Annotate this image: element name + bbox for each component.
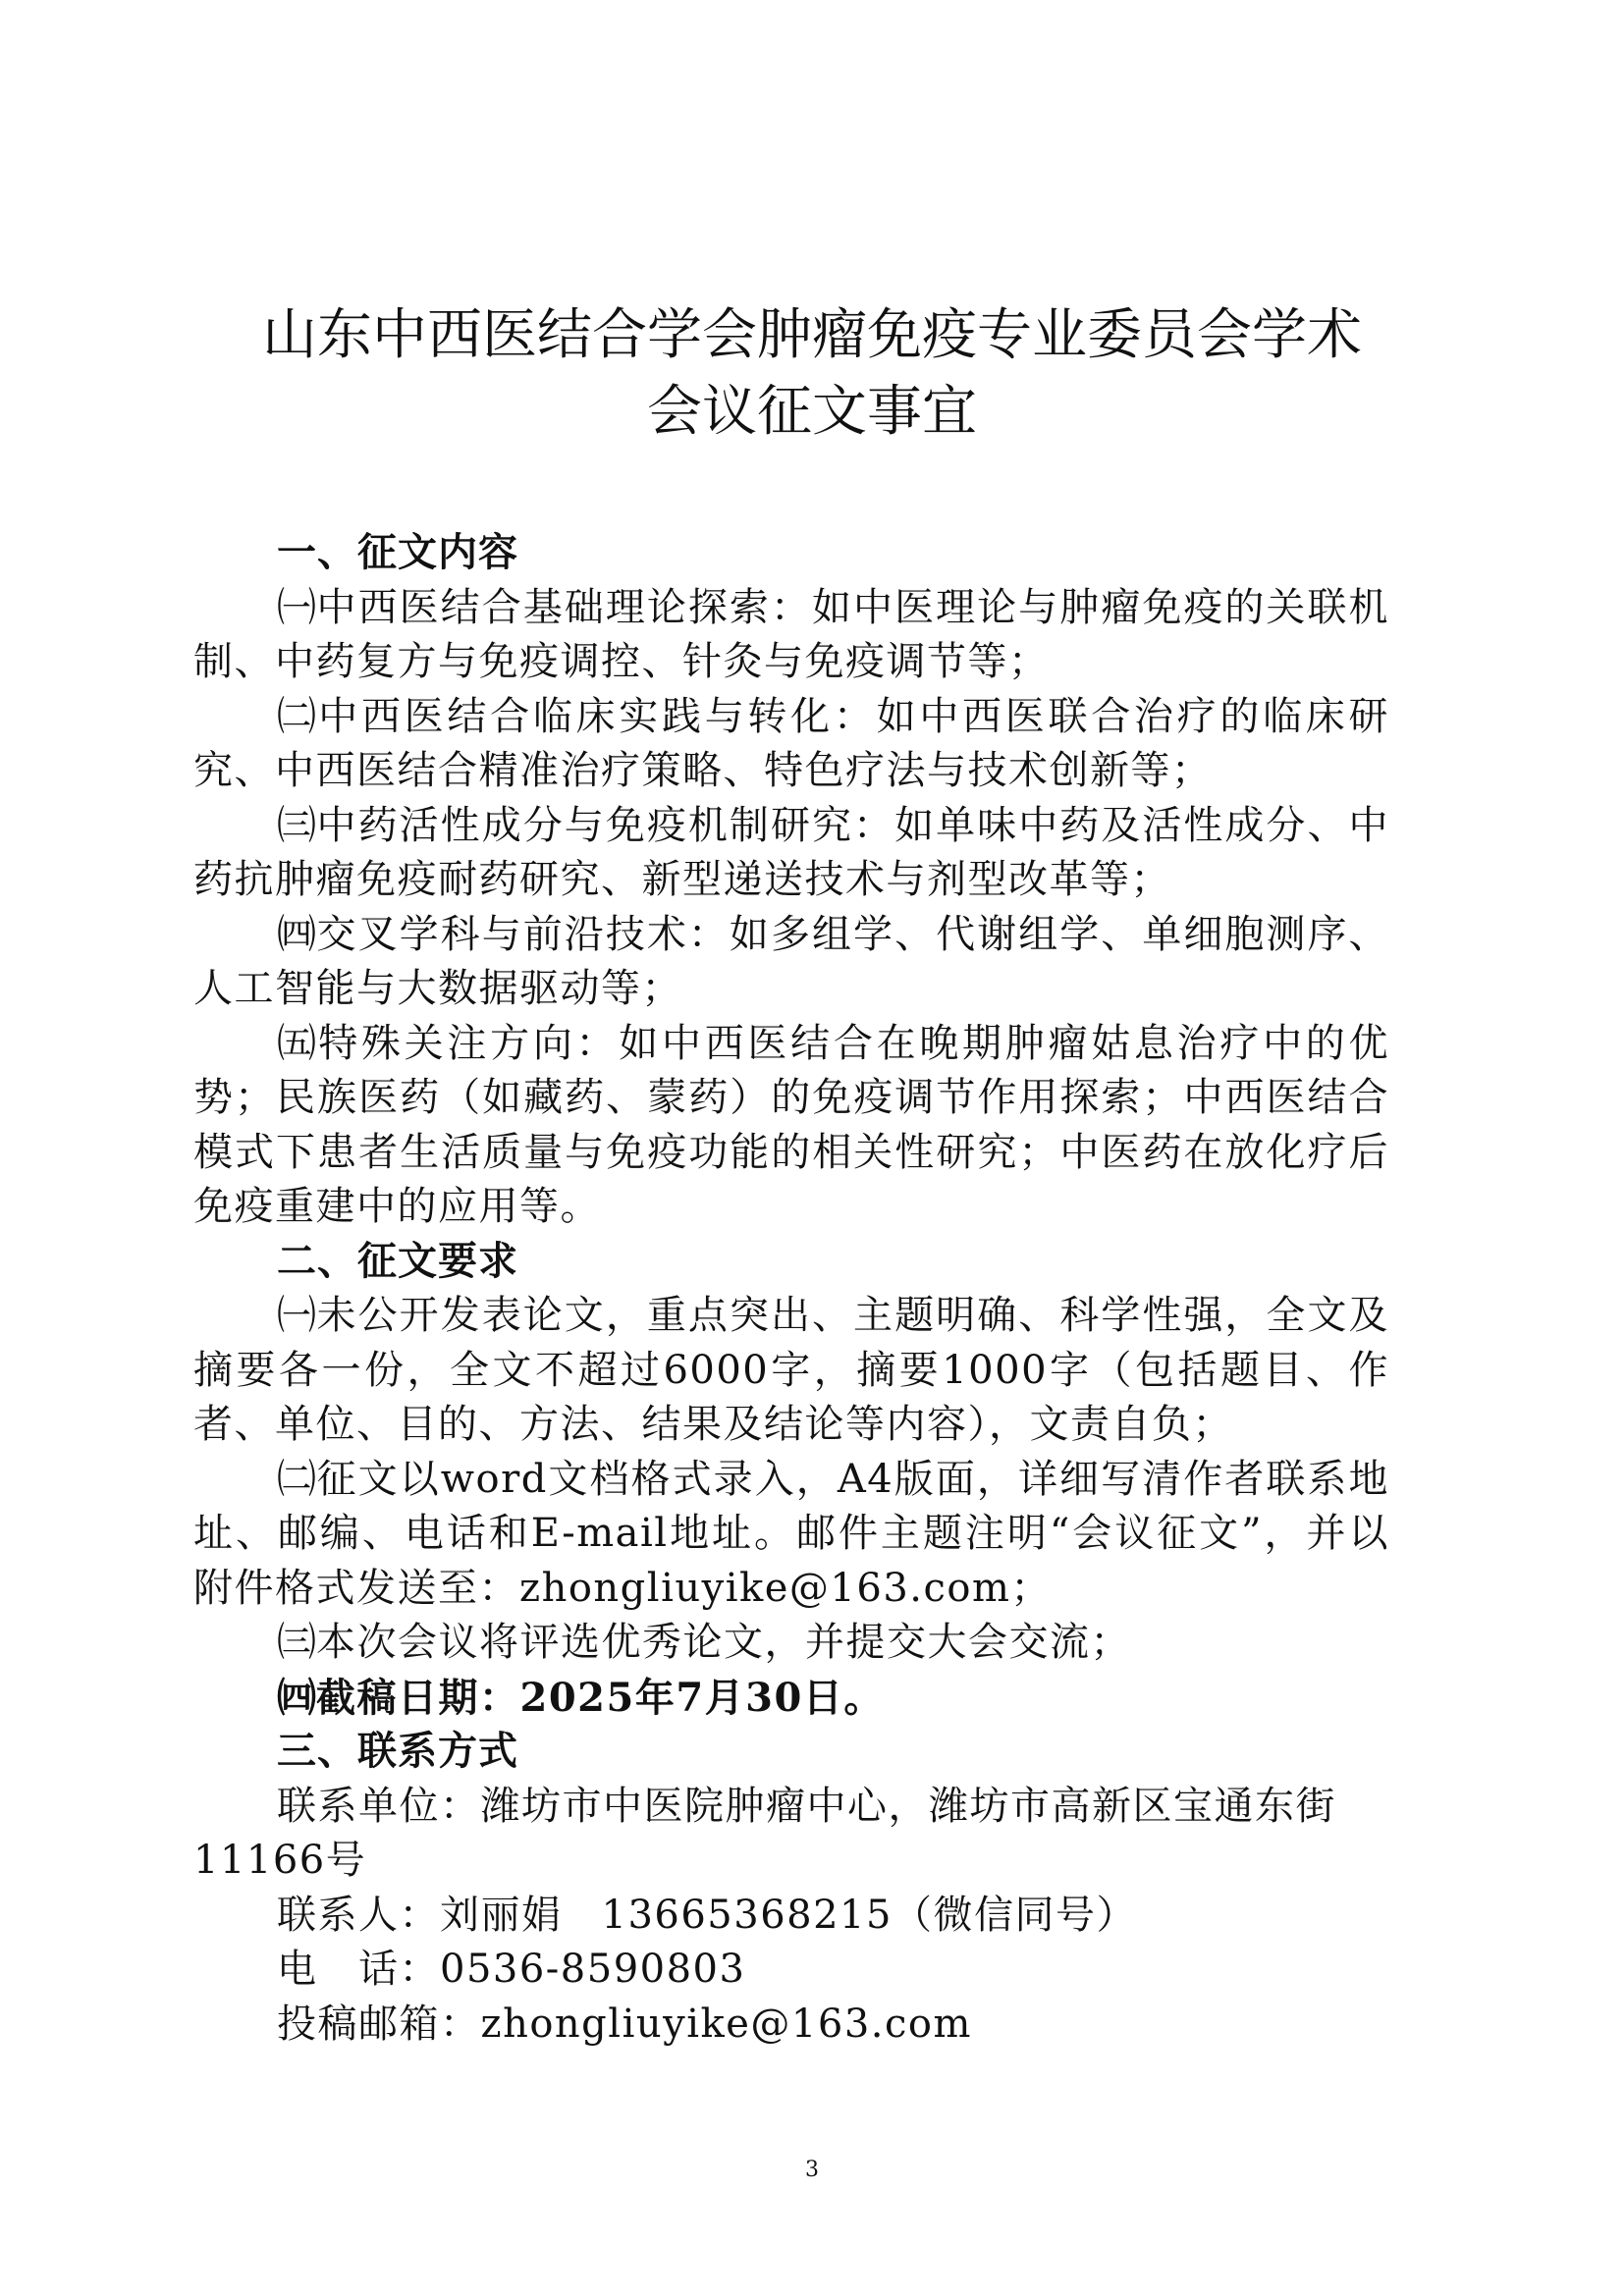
content-item-5 bbox=[193, 1017, 1389, 1235]
contact-phone: 电 话：0536-8590803 bbox=[277, 1947, 746, 1992]
title-line-2: 会议征文事宜 bbox=[647, 380, 977, 444]
item-number: ㈣ bbox=[277, 1674, 316, 1721]
requirement-item-2 bbox=[193, 1453, 1389, 1617]
section-heading-content: 一、征文内容 bbox=[277, 530, 518, 575]
item-text: 中西医结合临床实践与转化：如中西医联合治疗的临床研究、中西医结合精准治疗策略、特色疗法与技术创新等； bbox=[193, 693, 1390, 793]
item-text: 本次会议将评选优秀论文，并提交大会交流； bbox=[316, 1620, 1131, 1665]
item-text: 中西医结合基础理论探索：如中医理论与肿瘤免疫的关联机制、中药复方与免疫调控、针灸与免疫调节等； bbox=[193, 584, 1390, 684]
document-body bbox=[193, 526, 1389, 2052]
section-heading-requirements: 二、征文要求 bbox=[277, 1238, 518, 1284]
page-number: 3 bbox=[805, 2158, 819, 2182]
item-text: 截稿日期：2025年7月30日。 bbox=[316, 1674, 885, 1721]
contact-person-label: 联系人：刘丽娟 bbox=[277, 1892, 563, 1938]
contact-email: 投稿邮箱：zhongliuyike@163.com bbox=[277, 2001, 972, 2047]
requirement-item-3 bbox=[193, 1616, 1389, 1671]
content-item-1 bbox=[193, 581, 1389, 690]
item-text: 特殊关注方向：如中西医结合在晚期肿瘤姑息治疗中的优势；民族医药（如藏药、蒙药）的免疫调节作用探索；中西医结合模式下患者生活质量与免疫功能的相关性研究；中医药在放化疗后免疫重建中的应用等。 bbox=[193, 1020, 1390, 1229]
item-number: ㈡ bbox=[277, 1456, 317, 1502]
item-number: ㈡ bbox=[277, 693, 319, 739]
content-item-2 bbox=[193, 690, 1389, 799]
requirement-item-1 bbox=[193, 1289, 1389, 1453]
item-number: ㈠ bbox=[277, 584, 317, 630]
item-text: 交叉学科与前沿技术：如多组学、代谢组学、单细胞测序、人工智能与大数据驱动等； bbox=[193, 911, 1390, 1011]
item-number: ㈠ bbox=[277, 1293, 317, 1338]
item-text: 中药活性成分与免疫机制研究：如单味中药及活性成分、中药抗肿瘤免疫耐药研究、新型递送技术与剂型改革等； bbox=[193, 802, 1390, 902]
content-item-3 bbox=[193, 799, 1389, 908]
item-number: ㈢ bbox=[277, 802, 317, 848]
item-number: ㈢ bbox=[277, 1620, 316, 1665]
item-number: ㈣ bbox=[277, 911, 317, 957]
contact-unit: 联系单位：潍坊市中医院肿瘤中心，潍坊市高新区宝通东街11166号 bbox=[193, 1783, 1336, 1883]
requirement-item-deadline bbox=[193, 1671, 1389, 1726]
section-heading-contact: 三、联系方式 bbox=[277, 1729, 518, 1774]
item-text: 未公开发表论文，重点突出、主题明确、科学性强，全文及摘要各一份，全文不超过6000字，摘要1000字（包括题目、作者、单位、目的、方法、结果及结论等内容），文责自负； bbox=[193, 1293, 1390, 1447]
content-item-4 bbox=[193, 908, 1389, 1017]
item-text: 征文以word文档格式录入，A4版面，详细写清作者联系地址、邮编、电话和E-mail地址。邮件主题注明“会议征文”，并以附件格式发送至：zhongliuyike@163.com； bbox=[193, 1456, 1390, 1611]
contact-person bbox=[193, 1889, 1389, 1944]
contact-person-phone: 13665368215（微信同号） bbox=[601, 1892, 1137, 1938]
item-number: ㈤ bbox=[277, 1020, 319, 1066]
document-title bbox=[157, 297, 1467, 451]
title-line-1: 山东中西医结合学会肿瘤免疫专业委员会学术 bbox=[262, 303, 1362, 367]
